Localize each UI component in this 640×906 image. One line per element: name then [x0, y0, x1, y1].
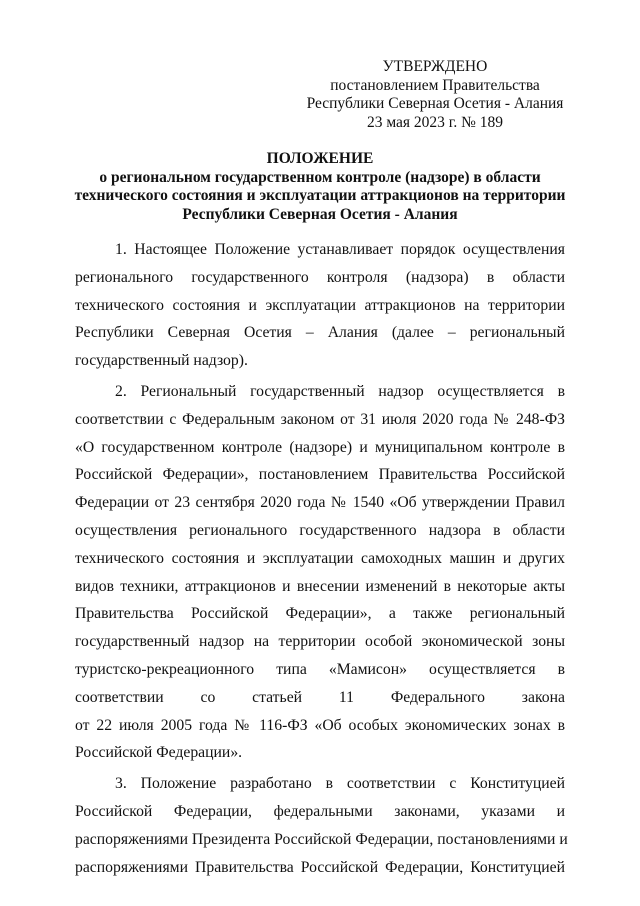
text-line: туристско-рекреационного типа «Мамисон» осуществляется в: [75, 660, 565, 678]
text-line: Российской Федерации, федеральными законами, указами и: [75, 802, 565, 820]
text-line: государственный надзор на территории особой экономической зоны: [75, 633, 565, 651]
text-line: соответствии со статьей 11 Федерального закона: [75, 688, 565, 706]
approval-line-1: постановлением Правительства: [330, 76, 540, 94]
text-line: «О государственном контроле (надзоре) и муниципальном контроле в: [75, 438, 565, 456]
text-line: Российской Федерации», постановлением Правительства Российской: [75, 466, 565, 484]
approval-block: [300, 58, 570, 132]
text-line: Российской Федерации».: [75, 744, 243, 762]
text-line: от 22 июля 2005 года № 116-ФЗ «Об особых экономических зонах в: [75, 716, 565, 734]
document-title: [60, 150, 580, 224]
text-line: 2. Региональный государственный надзор осуществляется в: [115, 382, 565, 400]
text-line: регионального государственного контроля (надзора) в области: [75, 268, 565, 286]
text-line: видов техники, аттракционов и внесении изменений в некоторые акты: [75, 577, 565, 595]
paragraph-2: [75, 378, 565, 767]
text-line: технического состояния и эксплуатации самоходных машин и других: [75, 549, 565, 567]
text-line: 3. Положение разработано в соответствии с Конституцией: [115, 775, 565, 793]
title-line-2: технического состояния и эксплуатации аттракционов на территории: [74, 187, 566, 204]
text-line: 1. Настоящее Положение устанавливает порядок осуществления: [115, 241, 565, 258]
paragraph-3: [75, 770, 568, 881]
text-line: осуществления регионального государственного надзора в области: [75, 521, 565, 539]
title-line-3: Республики Северная Осетия - Алания: [182, 205, 458, 223]
text-line: технического состояния и эксплуатации аттракционов на территории: [75, 296, 565, 314]
approval-heading: УТВЕРЖДЕНО: [382, 58, 488, 75]
approval-line-2: Республики Северная Осетия - Алания: [306, 95, 564, 112]
text-line: распоряжениями Президента Российской Федерации, постановлениями и: [75, 830, 568, 848]
text-line: соответствии с Федеральным законом от 31 июля 2020 года № 248-ФЗ: [75, 410, 565, 428]
document-body: [75, 236, 568, 881]
title-line-1: о региональном государственном контроле (надзоре) в области: [99, 168, 541, 186]
text-line: государственный надзор).: [75, 352, 248, 370]
text-line: Республики Северная Осетия – Алания (далее – региональный: [75, 324, 565, 342]
approval-date-number: 23 мая 2023 г. № 189: [366, 113, 504, 131]
text-line: Федерации от 23 сентября 2020 года № 1540 «Об утверждении Правил: [75, 494, 565, 512]
text-line: распоряжениями Правительства Российской Федерации, Конституцией: [75, 858, 565, 876]
paragraph-1: [75, 236, 565, 375]
title-heading: ПОЛОЖЕНИЕ: [266, 150, 374, 167]
text-line: Правительства Российской Федерации», а также региональный: [75, 605, 565, 623]
